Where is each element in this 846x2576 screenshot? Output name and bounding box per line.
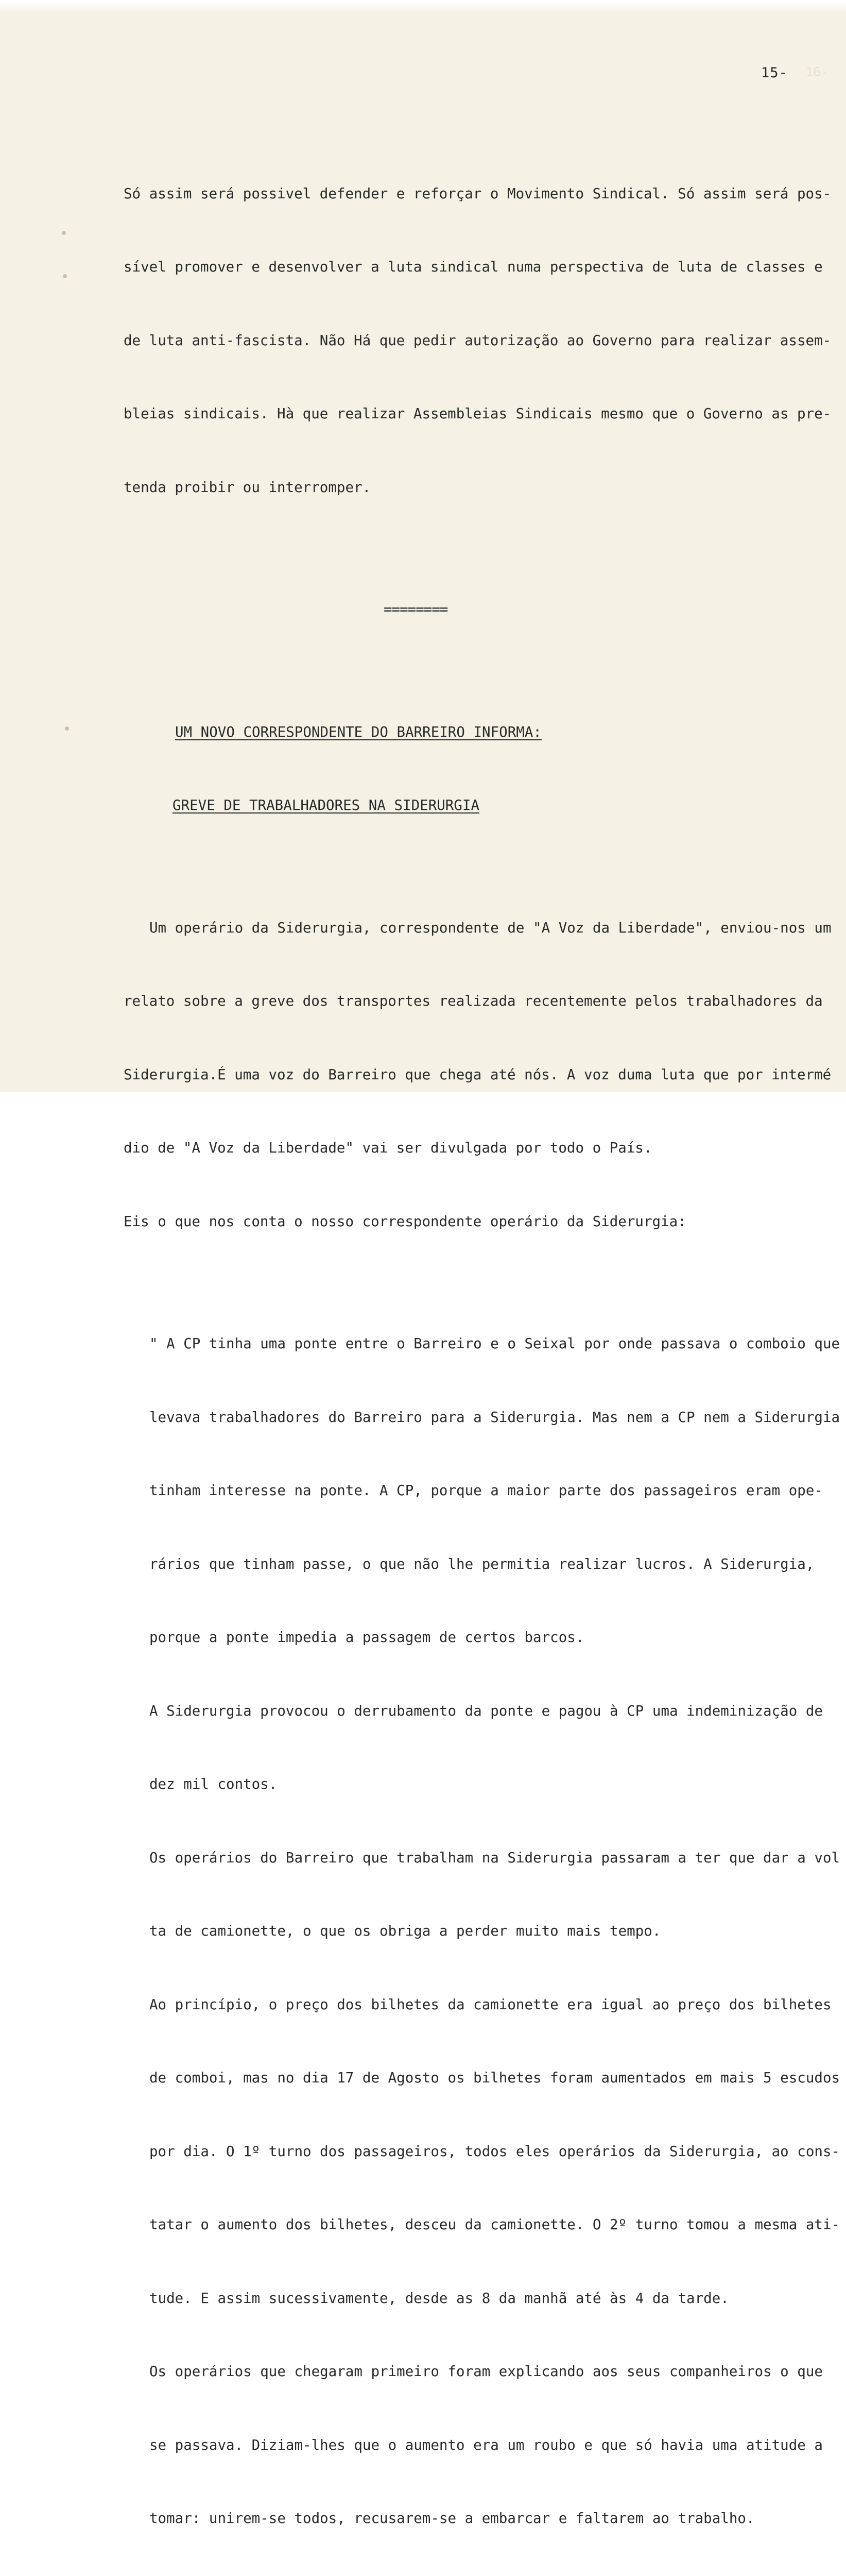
text-line: Um operário da Siderurgia, correspondente de "A Voz da Liberdade", enviou-nos um bbox=[149, 919, 832, 936]
quote-line: porque a ponte impedia a passagem de certos barcos. bbox=[149, 1629, 584, 1646]
article-subheadline: GREVE DE TRABALHADORES NA SIDERURGIA bbox=[172, 797, 480, 814]
text-line: Eis o que nos conta o nosso correspondente operário da Siderurgia: bbox=[124, 1213, 686, 1230]
quote-line: Os operários do Barreiro que trabalham na Siderurgia passaram a ter que dar a vol bbox=[149, 1849, 840, 1866]
page-number: 15- bbox=[761, 65, 788, 81]
quote-line: tinham interesse na ponte. A CP, porque a maior parte dos passageiros eram ope- bbox=[149, 1482, 823, 1499]
quote-line: rários que tinham passe, o que não lhe permitia realizar lucros. A Siderurgia, bbox=[149, 1555, 815, 1572]
text-line: de luta anti-fascista. Não Há que pedir autorização ao Governo para realizar assem- bbox=[124, 332, 832, 349]
quote-line: Ao princípio, o preço dos bilhetes da camionette era igual ao preço dos bilhetes bbox=[149, 1996, 832, 2013]
quote-line: levava trabalhadores do Barreiro para a Siderurgia. Mas nem a CP nem a Siderurgia bbox=[149, 1409, 840, 1426]
quote-line: se passava. Diziam-lhes que o aumento era um roubo e que só havia uma atitude a bbox=[149, 2436, 823, 2453]
text-line: relato sobre a greve dos transportes realizada recentemente pelos trabalhadores da bbox=[124, 993, 823, 1009]
text-line: sível promover e desenvolver a luta sindical numa perspectiva de luta de classes e bbox=[124, 259, 823, 275]
punch-hole-mark bbox=[62, 231, 66, 235]
quote-line: tomar: unirem-se todos, recusarem-se a embarcar e faltarem ao trabalho. bbox=[149, 2510, 755, 2527]
quote-line: tude. E assim sucessivamente, desde as 8 da manhã até às 4 da tarde. bbox=[149, 2290, 729, 2307]
quote-line: por dia. O 1º turno dos passageiros, todos eles operários da Siderurgia, ao cons- bbox=[149, 2143, 840, 2160]
quote-line: Os operários que chegaram primeiro foram explicando aos seus companheiros o que bbox=[149, 2363, 823, 2380]
quote-line: ta de camionette, o que os obriga a perder muito mais tempo. bbox=[149, 1923, 661, 1939]
text-line: bleias sindicais. Hà que realizar Assembleias Sindicais mesmo que o Governo as pre- bbox=[124, 405, 832, 422]
text-line: Siderurgia.É uma voz do Barreiro que chega até nós. A voz duma luta que por intermé bbox=[124, 1066, 832, 1083]
scan-top-edge bbox=[0, 0, 846, 13]
article-headline: UM NOVO CORRESPONDENTE DO BARREIRO INFORMA: bbox=[175, 723, 542, 740]
text-line: tenda proibir ou interromper. bbox=[124, 479, 371, 496]
text-line: dio de "A Voz da Liberdade" vai ser divulgada por todo o País. bbox=[124, 1140, 652, 1156]
document-body bbox=[124, 108, 840, 2576]
quote-line: A Siderurgia provocou o derrubamento da ponte e pagou à CP uma indeminização de bbox=[149, 1702, 823, 1719]
punch-hole-mark bbox=[63, 274, 67, 278]
bleed-through-page-number: 16- bbox=[806, 65, 828, 79]
section-separator: ======== bbox=[384, 601, 448, 618]
punch-hole-mark bbox=[65, 726, 69, 731]
quote-line: tatar o aumento dos bilhetes, desceu da camionette. O 2º turno tomou a mesma ati- bbox=[149, 2216, 840, 2233]
quote-line: dez mil contos. bbox=[149, 1776, 278, 1792]
text-line: Só assim será possivel defender e reforçar o Movimento Sindical. Só assim será pos- bbox=[124, 185, 832, 202]
quote-line: de comboi, mas no dia 17 de Agosto os bilhetes foram aumentados em mais 5 escudos bbox=[149, 2070, 840, 2086]
quote-line: " A CP tinha uma ponte entre o Barreiro e o Seixal por onde passava o comboio que bbox=[149, 1335, 840, 1352]
